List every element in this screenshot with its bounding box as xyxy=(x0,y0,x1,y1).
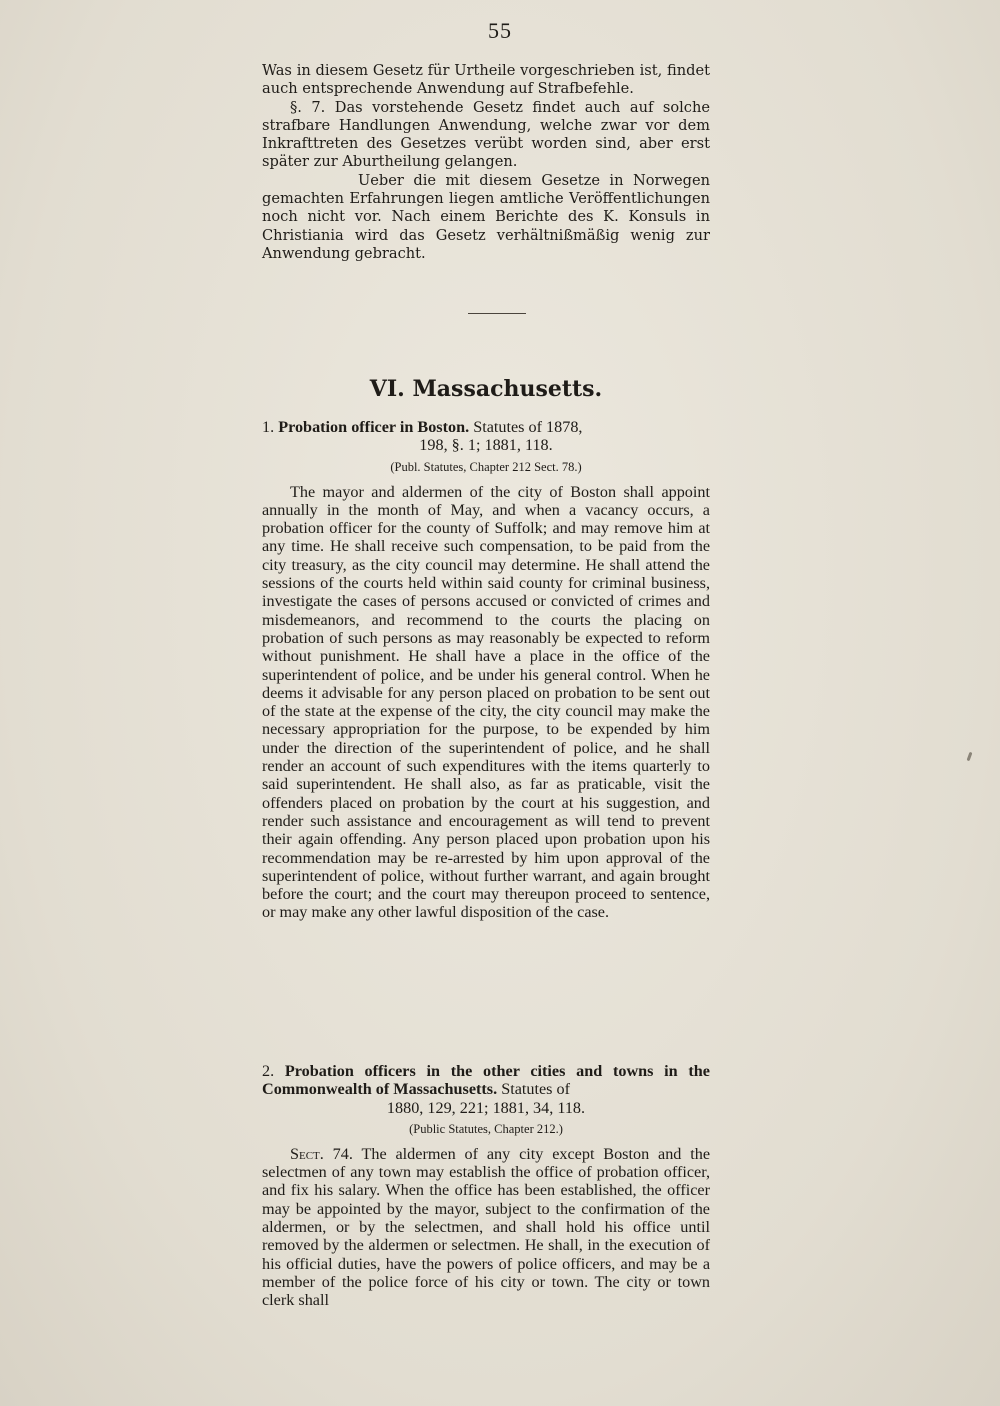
section-1-title-statutes: Statutes of 1878, xyxy=(473,418,583,436)
german-text-block xyxy=(262,62,710,263)
section-2-number: 2. xyxy=(262,1062,275,1080)
section-2-title-statutes: Statutes of xyxy=(501,1080,570,1099)
german-paragraph: Was in diesem Gesetz für Urtheile vorgeschrieben ist, findet auch entsprechende Anwendung auf Strafbefehle. xyxy=(262,62,710,98)
section-2-body-paragraph xyxy=(262,1145,710,1310)
german-paragraph: §. 7. Das vorstehende Gesetz findet auch auf solche strafbare Handlungen Anwendung, welche zwar vor dem Inkrafttreten des Gesetzes verübt worden sind, aber erst später zur Aburtheilung gelangen. xyxy=(262,98,710,171)
section-1-body: The mayor and aldermen of the city of Boston shall appoint annually in the month of May, and when a vacancy occurs, a probation officer for the county of Suffolk; and may remove him at any time. He shall receive such compensation, to be paid from the city treasury, as the city council may determine. He shall attend the sessions of the courts held within said county for criminal business, investigate the cases of persons accused or convicted of crimes and misdemeanors, and recommend to the courts the placing on probation of such persons as may reasonably be expected to reform without punishment. He shall have a place in the office of the superintendent of police, and be under his general control. When he deems it advisable for any person placed on probation to be sent out of the state at the expense of the city, the city council may make the necessary appropriation for the purpose, to be expended by him under the direction of the superintendent of police, and he shall render an account of such expenditures with the items quarterly to said superintendent. He shall also, as far as praticable, visit the offenders placed on probation by the court at his suggestion, and render such assistance and encouragement as will tend to prevent their again offending. Any person placed upon probation upon his recommendation may be re-arrested by him upon approval of the superintendent of police, without further warrant, and again brought before the court; and the court may thereupon proceed to sentence, or may make any other lawful disposition of the case. xyxy=(262,482,710,922)
section-1-title-bold: Probation officer in Boston. xyxy=(278,418,470,436)
section-2 xyxy=(262,1062,710,1310)
section-divider xyxy=(468,313,526,314)
section-1-note: (Publ. Statutes, Chapter 212 Sect. 78.) xyxy=(390,459,582,474)
german-paragraph: Ueber die mit diesem Gesetze in Norwegen gemachten Erfahrungen liegen amtliche Veröffentlichungen noch nicht vor. Nach einem Berichte des K. Konsuls in Christiania wird das Gesetz verhältnißmäßig wenig zur Anwendung gebracht. xyxy=(262,171,710,262)
chapter-heading: VI. Massachusetts. xyxy=(369,376,603,402)
section-2-title-continued: 1880, 129, 221; 1881, 34, 118. xyxy=(386,1098,586,1117)
page-smudge xyxy=(967,752,973,761)
section-2-body: The aldermen of any city except Boston and the selectmen of any town may establish the office of probation officer, and fix his salary. When the office has been established, the officer may be appointed by the mayor, subject to the confirmation of the aldermen, or by the selectmen, and shall hold his office until removed by the aldermen or selectmen. He shall, in the execution of his official duties, have the powers of police officers, and may be a member of the police force of his city or town. The city or town clerk shall xyxy=(262,1144,710,1310)
section-1-number: 1. xyxy=(262,418,275,436)
section-2-sect-number: 74. xyxy=(332,1144,353,1163)
section-1-title-continued: 198, §. 1; 1881, 118. xyxy=(419,436,553,455)
page-number: 55 xyxy=(488,18,512,43)
section-2-title-bold: Probation officers in the other cities and towns in the Commonwealth of Massachusetts. xyxy=(262,1062,710,1099)
section-2-title xyxy=(262,1062,710,1117)
section-2-note: (Public Statutes, Chapter 212.) xyxy=(409,1121,563,1136)
section-1 xyxy=(262,418,710,922)
section-2-sect-label: Sect. xyxy=(290,1144,324,1163)
section-1-title xyxy=(262,418,710,455)
